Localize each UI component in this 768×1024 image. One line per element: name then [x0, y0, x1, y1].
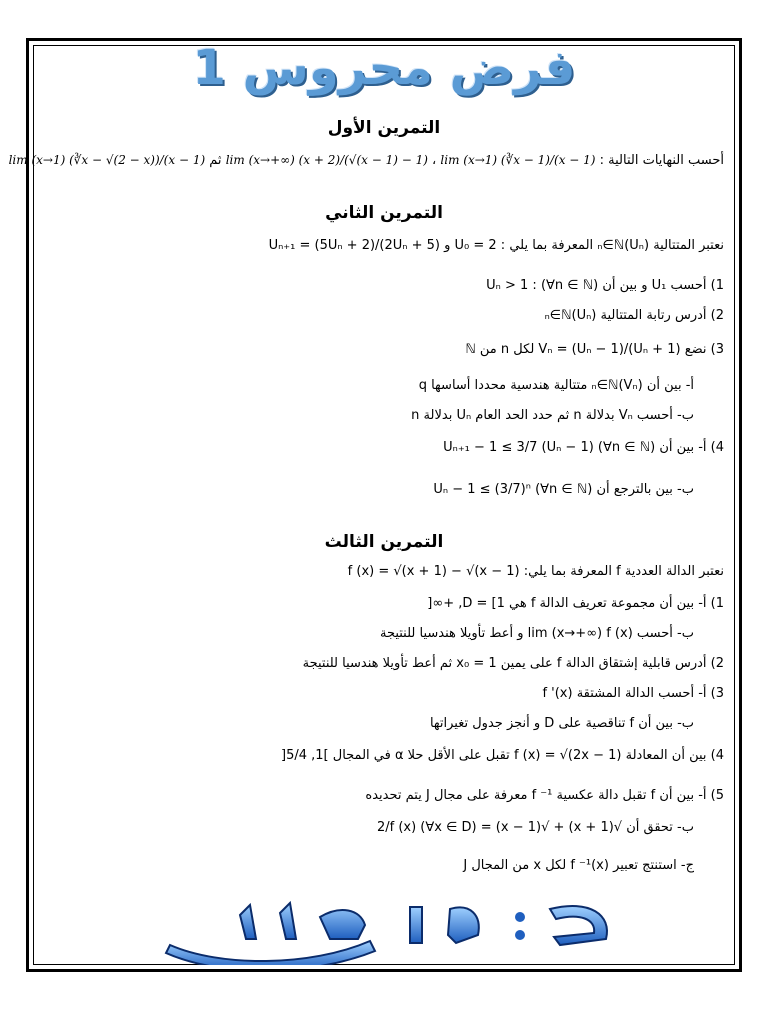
limits-prompt: أحسب النهايات التالية : [599, 153, 724, 168]
exercise-2-header: التمرين الثاني [325, 203, 443, 223]
exercise-1-header: التمرين الأول [327, 118, 441, 138]
exercise-2-item: أ- بين أن (Vₙ)ₙ∈ℕ متتالية هندسية محددا أساسها q [418, 378, 694, 393]
separator-then: ثم [209, 153, 222, 168]
exercise-3-item: 5) أ- بين أن f تقبل دالة عكسية f ⁻¹ معرفة على مجال J يتم تحديده [365, 788, 724, 803]
exercise-3-item: ب- تحقق أن √(x + 1) + √(x − 1) = 2/f (x) (∀x ∈ D) [376, 820, 694, 835]
limit-1: lim (x→+∞) (x + 2)/(√(x − 1) − 1) [225, 153, 428, 167]
exercise-2-item: 2) أدرس رتابة المتتالية (Uₙ)ₙ∈ℕ [544, 308, 724, 323]
exercise-2-item: 3) نضع Vₙ = (Uₙ − 1)/(Uₙ + 1) لكل n من ℕ [465, 342, 724, 357]
exercise-3-intro: نعتبر الدالة العددية f المعرفة بما يلي: f (x) = √(x + 1) − √(x − 1) [347, 564, 724, 579]
signature-logo [160, 895, 620, 965]
exam-title: فرض محروس 1 [192, 40, 576, 96]
limit-3: lim (x→1) (∛x − √(2 − x))/(x − 1) [8, 153, 206, 167]
exercise-3-item: ب- أحسب lim (x→+∞) f (x) و أعط تأويلا هندسيا للنتيجة [379, 626, 694, 641]
exercise-2-intro: نعتبر المتتالية (Uₙ)ₙ∈ℕ المعرفة بما يلي : U₀ = 2 و Uₙ₊₁ = (5Uₙ + 2)/(2Uₙ + 5) [268, 238, 724, 253]
exercise-3-item: 3) أ- أحسب الدالة المشتقة f '(x) [542, 686, 724, 701]
exercise-1-prompt [8, 153, 724, 168]
exercise-3-item: ب- بين أن f تناقصية على D و أنجز جدول تغيراتها [429, 716, 694, 731]
separator-comma: ، [432, 153, 437, 168]
signature-text: ذ: الهاشمي [387, 939, 393, 940]
exercise-2-item: 4) أ- بين أن Uₙ₊₁ − 1 ≤ 3/7 (Uₙ − 1) (∀n ∈ ℕ) [443, 440, 724, 455]
exercise-2-item: ب- أحسب Vₙ بدلالة n ثم حدد الحد العام Uₙ بدلالة n [411, 408, 694, 423]
exercise-3-item: 2) أدرس قابلية إشتقاق الدالة f على يمين x₀ = 1 ثم أعط تأويلا هندسيا للنتيجة [302, 656, 724, 671]
limit-2: lim (x→1) (∛x − 1)/(x − 1) [440, 153, 596, 167]
exercise-3-item: ج- استنتج تعبير f ⁻¹(x) لكل x من المجال J [463, 858, 694, 873]
exercise-3-header: التمرين الثالث [324, 532, 444, 552]
exercise-3-item: 1) أ- بين أن مجموعة تعريف الدالة f هي D = [1, +∞[ [427, 596, 724, 611]
exercise-2-item: 1) أحسب U₁ و بين أن Uₙ > 1 : (∀n ∈ ℕ) [486, 278, 724, 293]
exercise-2-item: ب- بين بالترجع أن Uₙ − 1 ≤ (3/7)ⁿ (∀n ∈ ℕ) [433, 482, 694, 497]
exercise-3-item: 4) بين أن المعادلة f (x) = √(2x − 1) تقبل على الأقل حلا α في المجال ]1, 5/4[ [281, 748, 724, 763]
